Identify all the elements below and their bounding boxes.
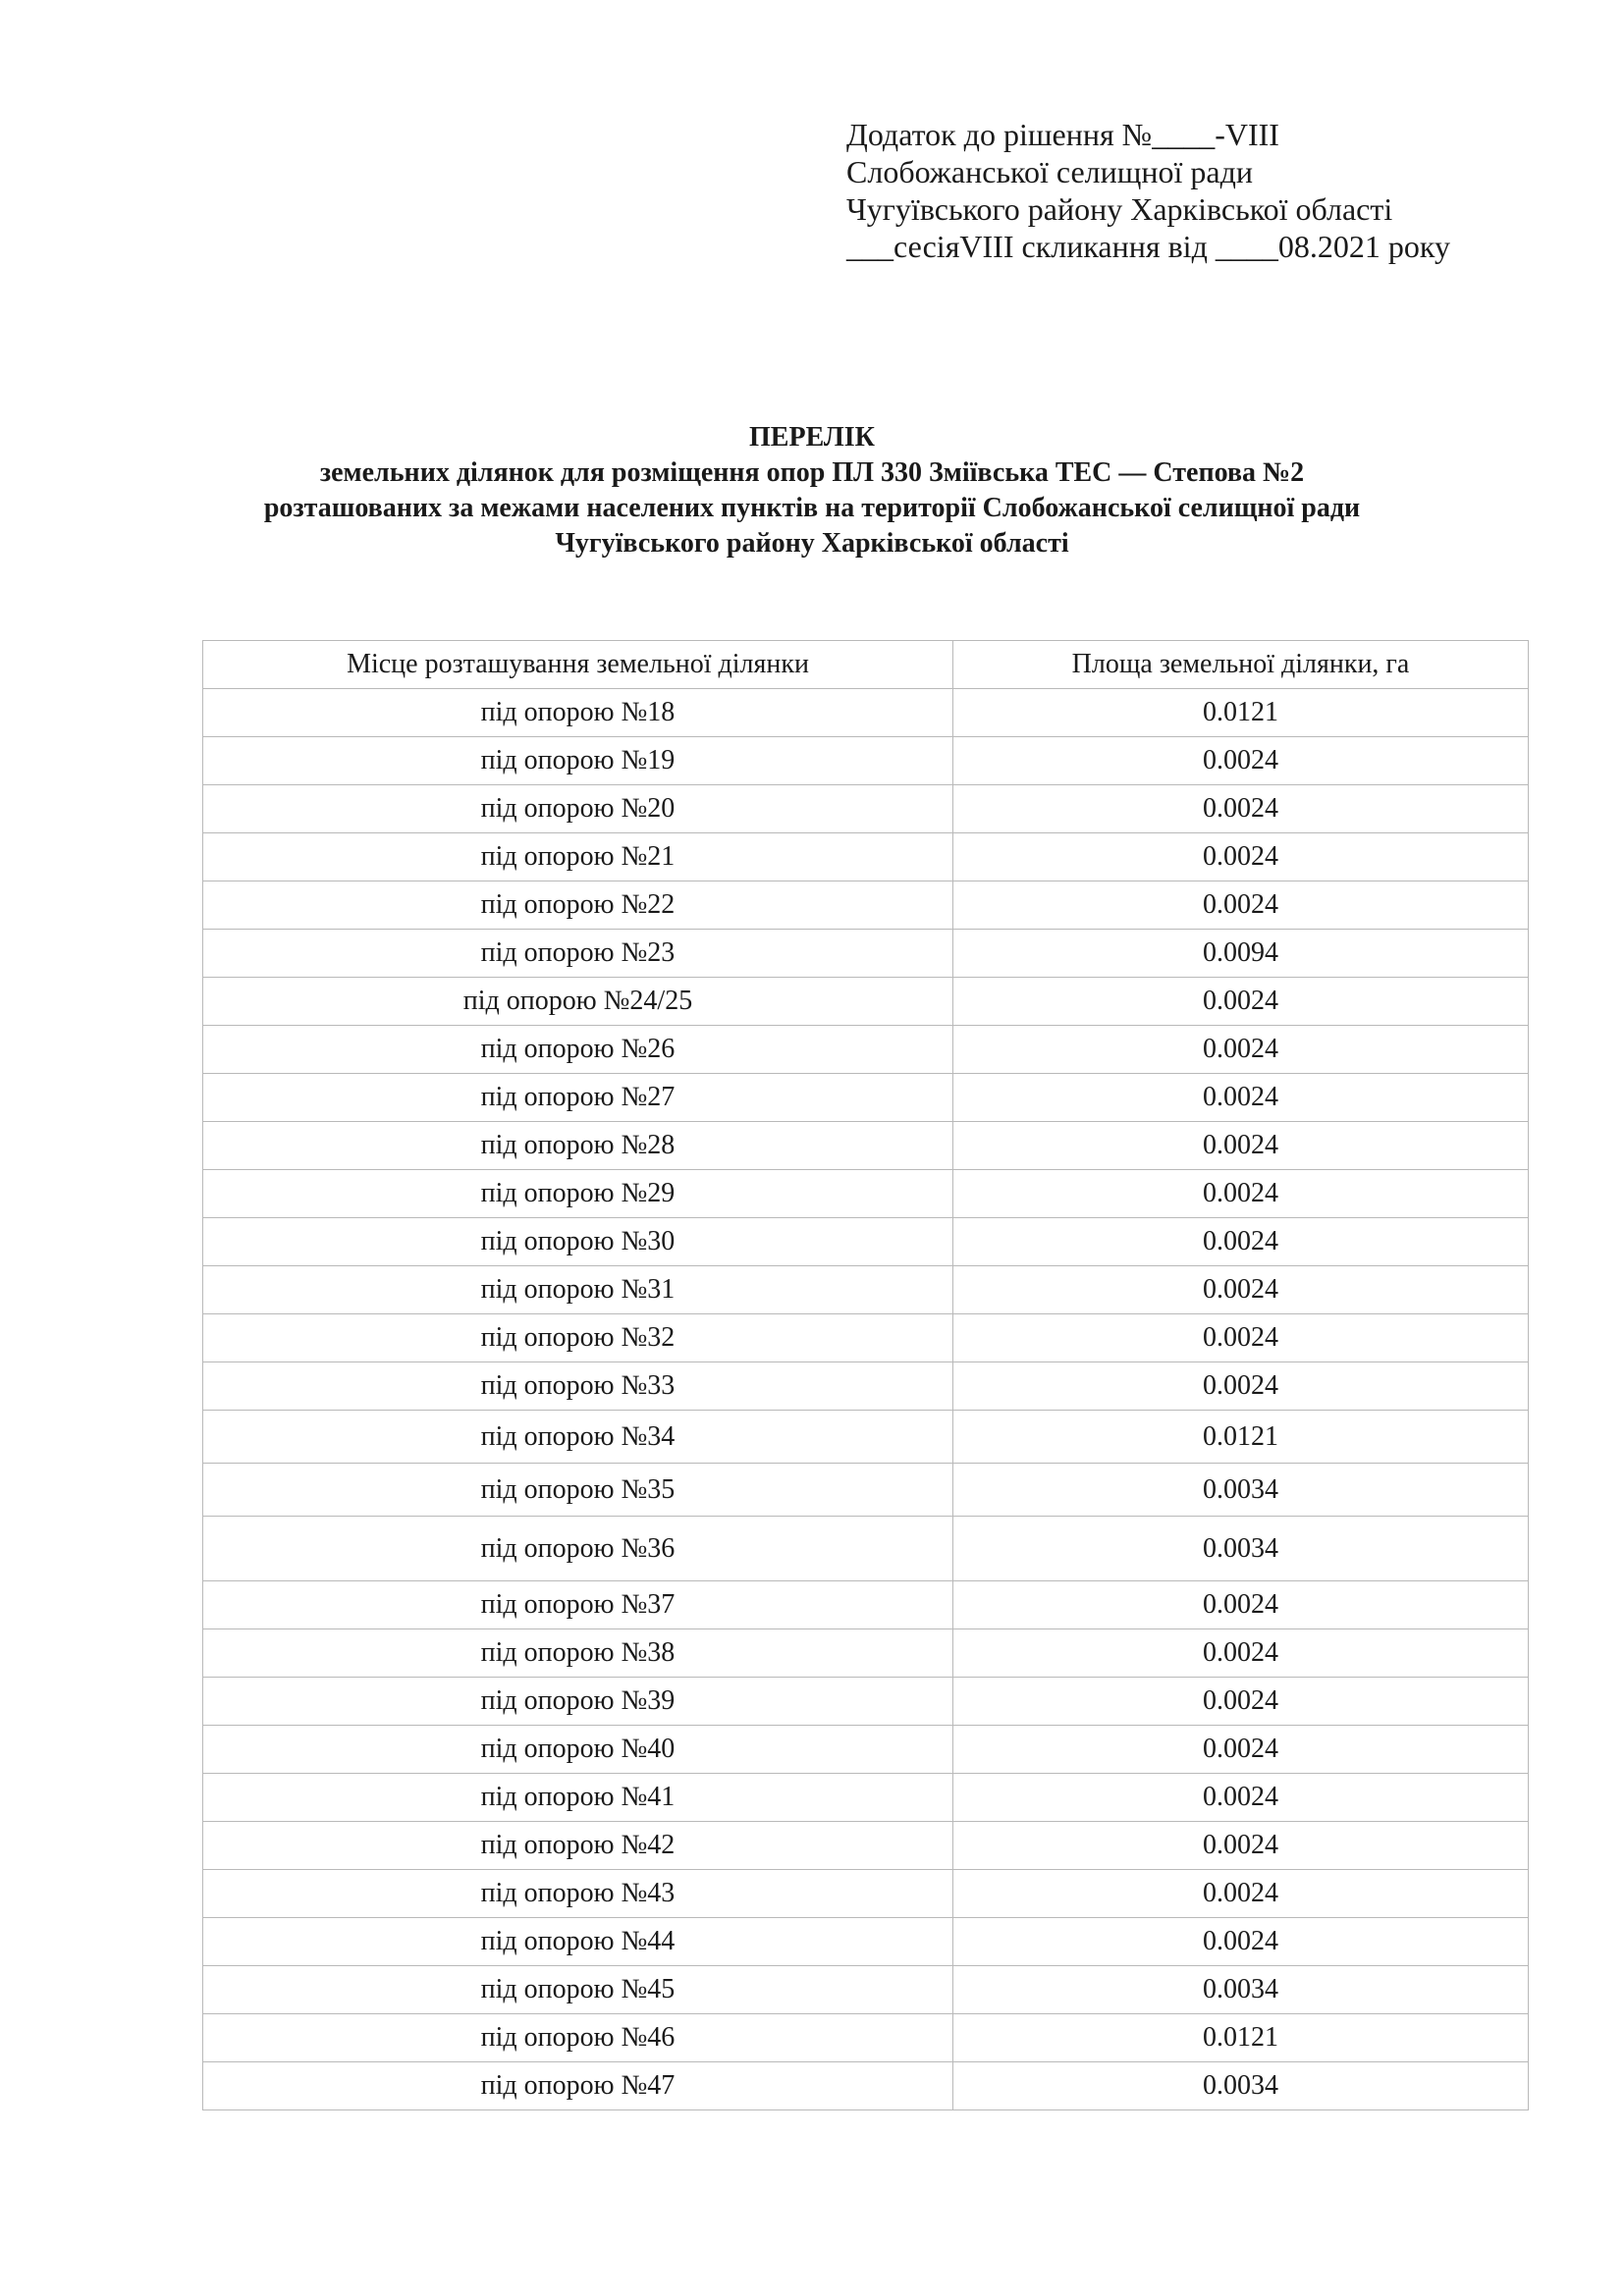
addendum-line-decision: Додаток до рішення №____-VIII [846,117,1279,152]
cell-area: 0.0024 [953,978,1529,1026]
table-row [203,881,1529,930]
cell-area: 0.0024 [953,1266,1529,1314]
table-row [203,1411,1529,1464]
cell-area: 0.0024 [953,1362,1529,1411]
cell-location: під опорою №20 [203,785,953,833]
cell-area: 0.0024 [953,1314,1529,1362]
cell-area: 0.0024 [953,1170,1529,1218]
cell-area: 0.0024 [953,1629,1529,1678]
table-header-row [203,641,1529,689]
cell-location: під опорою №33 [203,1362,953,1411]
table-row [203,1266,1529,1314]
cell-location: під опорою №46 [203,2014,953,2062]
cell-area: 0.0024 [953,785,1529,833]
cell-location: під опорою №29 [203,1170,953,1218]
cell-area: 0.0034 [953,1966,1529,2014]
cell-location: під опорою №43 [203,1870,953,1918]
cell-area: 0.0024 [953,737,1529,785]
table-row [203,978,1529,1026]
cell-location: під опорою №18 [203,689,953,737]
table-row [203,2062,1529,2110]
cell-location: під опорою №24/25 [203,978,953,1026]
table-row [203,1726,1529,1774]
table-row [203,1074,1529,1122]
cell-area: 0.0034 [953,1464,1529,1517]
cell-area: 0.0024 [953,1218,1529,1266]
cell-area: 0.0024 [953,1026,1529,1074]
table-row [203,1966,1529,2014]
cell-area: 0.0024 [953,1918,1529,1966]
cell-area: 0.0121 [953,689,1529,737]
document-title: ПЕРЕЛІК [749,422,875,453]
table-row [203,737,1529,785]
table-row [203,1218,1529,1266]
land-plots-table [202,640,1529,2110]
cell-area: 0.0024 [953,1726,1529,1774]
cell-location: під опорою №42 [203,1822,953,1870]
cell-location: під опорою №38 [203,1629,953,1678]
cell-location: під опорою №35 [203,1464,953,1517]
table-row [203,1362,1529,1411]
table-row [203,1918,1529,1966]
cell-location: під опорою №36 [203,1517,953,1581]
cell-location: під опорою №22 [203,881,953,930]
addendum-line-district: Чугуївського району Харківської області [846,191,1393,227]
table-row [203,1774,1529,1822]
cell-area: 0.0024 [953,1122,1529,1170]
addendum-line-council: Слобожанської селищної ради [846,154,1253,189]
cell-location: під опорою №32 [203,1314,953,1362]
table-row [203,1678,1529,1726]
addendum-block [846,116,1450,265]
table-row [203,689,1529,737]
addendum-line-session: ___сесіяVIII скликання від ____08.2021 року [846,229,1450,264]
cell-location: під опорою №19 [203,737,953,785]
cell-area: 0.0121 [953,2014,1529,2062]
cell-location: під опорою №23 [203,930,953,978]
cell-area: 0.0024 [953,1074,1529,1122]
cell-location: під опорою №31 [203,1266,953,1314]
cell-area: 0.0121 [953,1411,1529,1464]
table-row [203,1822,1529,1870]
table-row [203,1026,1529,1074]
cell-location: під опорою №40 [203,1726,953,1774]
cell-location: під опорою №44 [203,1918,953,1966]
cell-location: під опорою №41 [203,1774,953,1822]
table-row [203,2014,1529,2062]
table-row [203,1629,1529,1678]
cell-location: під опорою №21 [203,833,953,881]
cell-area: 0.0034 [953,1517,1529,1581]
header-area: Площа земельної ділянки, га [953,641,1529,689]
cell-location: під опорою №37 [203,1581,953,1629]
document-heading [0,420,1624,561]
cell-location: під опорою №47 [203,2062,953,2110]
table-row [203,1122,1529,1170]
table-row [203,785,1529,833]
cell-location: під опорою №34 [203,1411,953,1464]
cell-area: 0.0034 [953,2062,1529,2110]
cell-location: під опорою №28 [203,1122,953,1170]
cell-location: під опорою №30 [203,1218,953,1266]
cell-area: 0.0024 [953,1870,1529,1918]
cell-area: 0.0024 [953,881,1529,930]
table-row [203,1464,1529,1517]
cell-area: 0.0024 [953,833,1529,881]
cell-area: 0.0024 [953,1774,1529,1822]
table-row [203,833,1529,881]
table-row [203,1581,1529,1629]
heading-line-2: розташованих за межами населених пунктів на території Слобожанської селищної ради [263,493,1361,523]
table-row [203,930,1529,978]
table-row [203,1314,1529,1362]
table-row [203,1517,1529,1581]
cell-location: під опорою №39 [203,1678,953,1726]
cell-location: під опорою №26 [203,1026,953,1074]
heading-line-3: Чугуївського району Харківської області [555,528,1069,559]
cell-location: під опорою №27 [203,1074,953,1122]
table-body [203,689,1529,2110]
cell-area: 0.0094 [953,930,1529,978]
table-row [203,1170,1529,1218]
header-location: Місце розташування земельної ділянки [203,641,953,689]
cell-location: під опорою №45 [203,1966,953,2014]
heading-line-1: земельних ділянок для розміщення опор ПЛ 330 Зміївська ТЕС — Степова №2 [319,457,1305,488]
cell-area: 0.0024 [953,1822,1529,1870]
cell-area: 0.0024 [953,1678,1529,1726]
cell-area: 0.0024 [953,1581,1529,1629]
table-row [203,1870,1529,1918]
